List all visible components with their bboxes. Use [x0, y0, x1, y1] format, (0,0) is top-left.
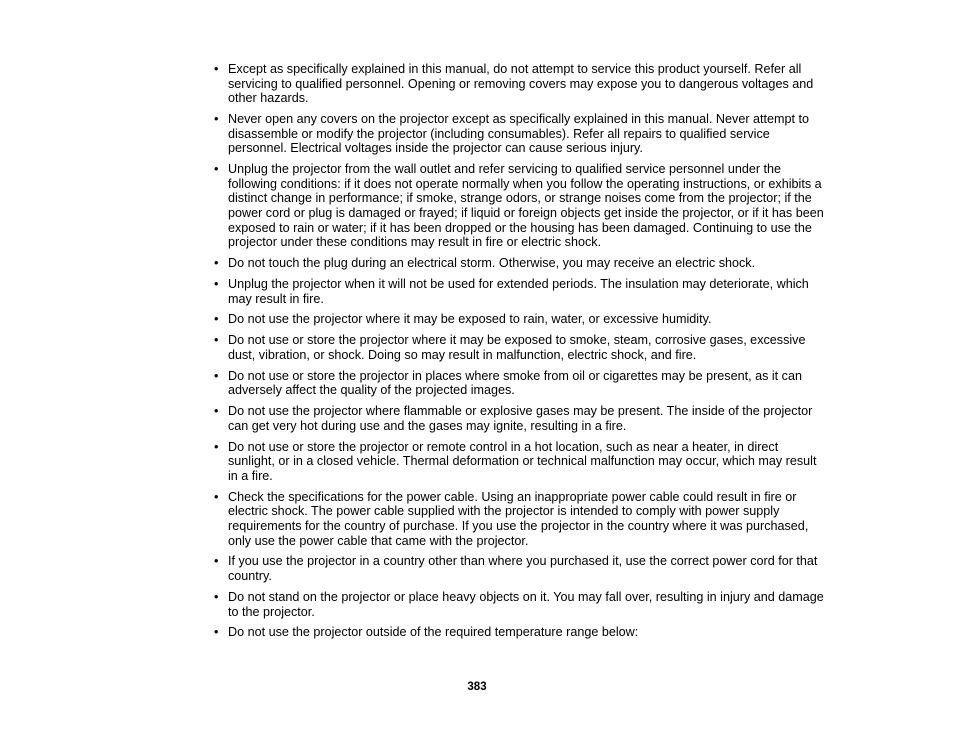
list-item-text: Never open any covers on the projector except as specifically explained in this manual. Never attempt to disassemble or modify the projector (including consumables). Refer all repairs to qualified service personnel. Electrical voltages inside the projector can cause serious injury.: [228, 112, 810, 156]
list-item-text: Do not touch the plug during an electrical storm. Otherwise, you may receive an electric shock.: [228, 256, 756, 271]
bullet-marker: •: [214, 333, 219, 348]
list-item-text: If you use the projector in a country other than where you purchased it, use the correct power cord for that country.: [228, 554, 818, 584]
list-item: [214, 369, 824, 398]
list-item: [214, 625, 824, 640]
list-item-text: Do not stand on the projector or place heavy objects on it. You may fall over, resulting in injury and damage to the projector.: [228, 589, 824, 619]
page-number: 383: [467, 681, 487, 693]
list-item-text: Do not use or store the projector where it may be exposed to smoke, steam, corrosive gases, excessive dust, vibration, or shock. Doing so may result in malfunction, electric shock, and fire.: [228, 333, 806, 362]
list-item-text: Do not use the projector where flammable or explosive gases may be present. The inside of the projector can get very hot during use and the gases may ignite, resulting in a fire.: [228, 404, 813, 433]
list-item: [214, 277, 824, 306]
list-item-text: Check the specifications for the power cable. Using an inappropriate power cable could result in fire or electric shock. The power cable supplied with the projector is intended to comply with power supply requirements for the country of purchase. If you use the projector in the country where it was purchased, only use the power cable that came with the projector.: [228, 489, 809, 548]
list-item: [214, 162, 824, 250]
bullet-marker: •: [214, 554, 219, 569]
list-item-text: Unplug the projector from the wall outlet and refer servicing to qualified service personnel under the following conditions: if it does not operate normally when you follow the operating instructions, or exhibits a distinct change in performance; if smoke, strange odors, or strange noises come from the projector; if the power cord or plug is damaged or frayed; if liquid or foreign objects get inside the projector, or if it has been exposed to rain or water; if it has been dropped or the housing has been damaged. Continuing to use the projector under these conditions may result in fire or electric shock.: [228, 162, 824, 250]
list-item: [214, 554, 824, 583]
list-item: [214, 404, 824, 433]
list-item: [214, 590, 824, 619]
list-item: [214, 440, 824, 484]
bullet-marker: •: [214, 256, 219, 271]
bullet-marker: •: [214, 439, 219, 454]
bullet-marker: •: [214, 589, 219, 604]
list-item: [214, 312, 824, 327]
bullet-marker: •: [214, 489, 219, 504]
bullet-marker: •: [214, 62, 219, 76]
bullet-marker: •: [214, 162, 219, 177]
bullet-marker: •: [214, 625, 219, 640]
list-item-text: Do not use or store the projector in places where smoke from oil or cigarettes may be present, as it can adversely affect the quality of the projected images.: [228, 368, 802, 398]
safety-bullet-list: [214, 62, 824, 646]
list-item: [214, 490, 824, 548]
list-item-text: Do not use the projector outside of the required temperature range below:: [228, 625, 639, 640]
bullet-marker: •: [214, 276, 219, 291]
list-item-text: Unplug the projector when it will not be used for extended periods. The insulation may deteriorate, which may result in fire.: [228, 276, 809, 306]
bullet-marker: •: [214, 312, 219, 327]
list-item-text: Except as specifically explained in this manual, do not attempt to service this product yourself. Refer all servicing to qualified personnel. Opening or removing covers may expose you to dangerous voltages and other hazards.: [228, 62, 814, 106]
list-item-text: Do not use or store the projector or remote control in a hot location, such as near a heater, in direct sunlight, or in a closed vehicle. Thermal deformation or technical malfunction may occur, which may result in a fire.: [228, 439, 817, 483]
list-item: [214, 256, 824, 271]
bullet-marker: •: [214, 368, 219, 383]
list-item: [214, 333, 824, 362]
bullet-marker: •: [214, 404, 219, 419]
list-item-text: Do not use the projector where it may be exposed to rain, water, or excessive humidity.: [228, 312, 712, 327]
list-item: [214, 62, 824, 106]
bullet-marker: •: [214, 112, 219, 127]
list-item: [214, 112, 824, 156]
